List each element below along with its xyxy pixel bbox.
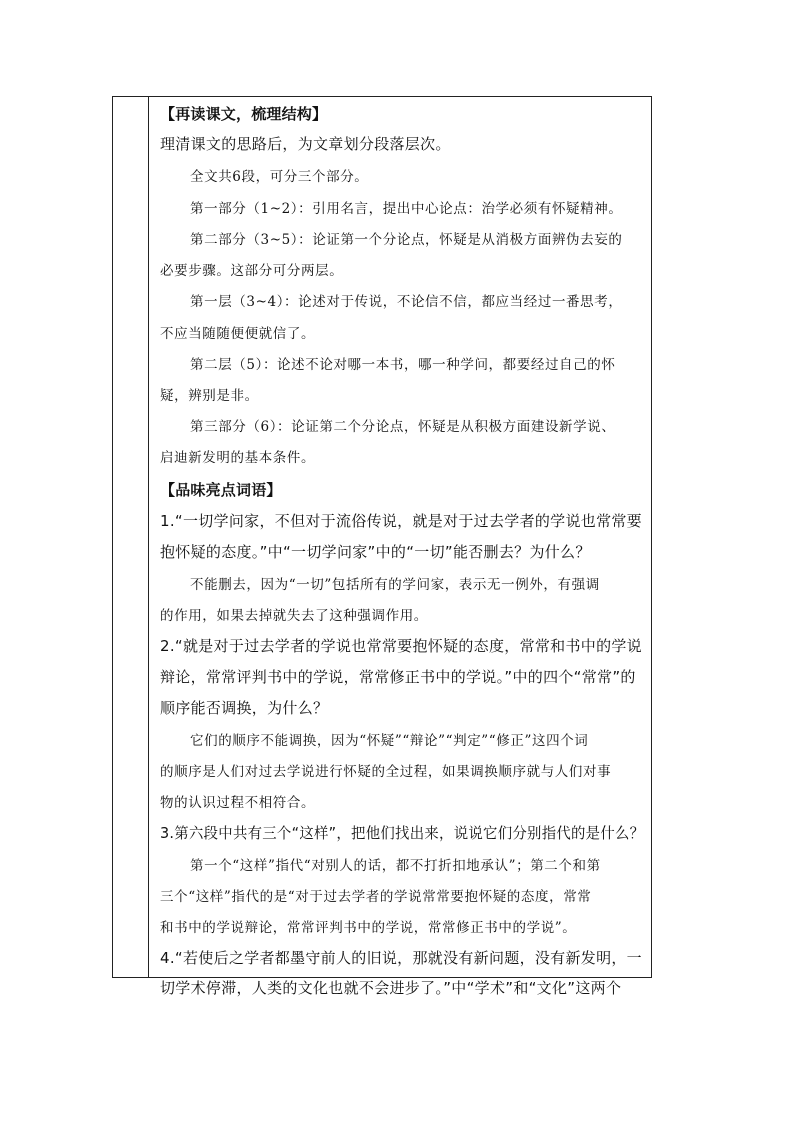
question-line: 2.“就是对于过去学者的学说也常常要抱怀疑的态度，常常和书中的学说 (160, 637, 642, 655)
answer-line: 和书中的学说辩论，常常评判书中的学说，常常修正书中的学说”。 (160, 920, 577, 936)
question-line: 顺序能否调换，为什么？ (160, 699, 329, 717)
structure-line: 不应当随随便便就信了。 (160, 326, 316, 342)
answer-line: 它们的顺序不能调换，因为“怀疑”“辩论”“判定”“修正”这四个词 (190, 733, 589, 749)
question-line: 4.“若使后之学者都墨守前人的旧说，那就没有新问题，没有新发明，一 (160, 949, 642, 967)
answer-line: 的作用，如果去掉就失去了这种强调作用。 (160, 608, 428, 624)
answer-line: 第一个“这样”指代“对别人的话，都不打折扣地承认”；第二个和第 (190, 858, 601, 874)
intro-text: 理清课文的思路后，为文章划分段落层次。 (160, 135, 451, 153)
question-line: 1.“一切学问家，不但对于流俗传说，就是对于过去学者的学说也常常要 (160, 512, 642, 530)
answer-line: 不能删去，因为“一切”包括所有的学问家，表示无一例外，有强调 (190, 577, 600, 593)
answer-line: 三个“这样”指代的是“对于过去学者的学说常常要抱怀疑的态度，常常 (160, 889, 592, 905)
answer-line: 的顺序是人们对过去学说进行怀疑的全过程，如果调换顺序就与人们对事 (160, 764, 612, 780)
question-line: 3.第六段中共有三个“这样”，把他们找出来，说说它们分别指代的是什么？ (160, 824, 645, 842)
question-line: 抱怀疑的态度。”中“一切学问家”中的“一切”能否删去？为什么？ (160, 543, 591, 561)
question-line: 辩论，常常评判书中的学说，常常修正书中的学说。”中的四个“常常”的 (160, 668, 636, 686)
structure-line: 必要步骤。这部分可分两层。 (160, 263, 344, 279)
structure-line: 第一层（3~4）：论述对于传说，不论信不信，都应当经过一番思考， (190, 294, 623, 310)
structure-line: 启迪新发明的基本条件。 (160, 450, 316, 466)
question-line: 切学术停滞，人类的文化也就不会进步了。”中“学术”和“文化”这两个 (160, 979, 622, 997)
structure-line: 全文共6段，可分三个部分。 (190, 169, 369, 185)
section-heading-structure: 【再读课文，梳理结构】 (160, 105, 328, 123)
structure-line: 第一部分（1~2）：引用名言，提出中心论点：治学必须有怀疑精神。 (190, 201, 623, 217)
structure-line: 第二层（5）：论述不论对哪一本书，哪一种学问，都要经过自己的怀 (190, 357, 616, 373)
answer-line: 物的认识过程不相符合。 (160, 795, 316, 811)
section-heading-vocabulary: 【品味亮点词语】 (160, 481, 282, 499)
structure-line: 疑，辨别是非。 (160, 388, 259, 404)
structure-line: 第二部分（3~5）：论证第一个分论点，怀疑是从消极方面辨伪去妄的 (190, 232, 623, 248)
structure-line: 第三部分（6）：论证第二个分论点，怀疑是从积极方面建设新学说、 (190, 419, 616, 435)
column-divider (148, 97, 149, 977)
